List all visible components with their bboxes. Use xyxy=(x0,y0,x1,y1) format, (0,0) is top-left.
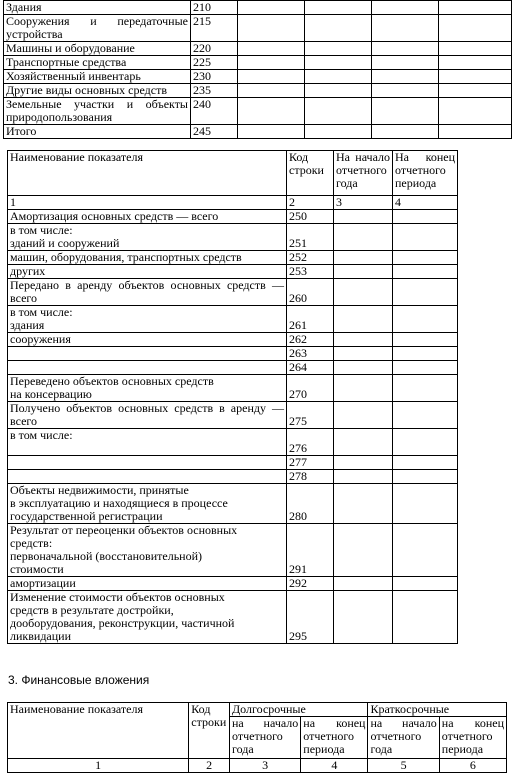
asset-name: Земельные участки и объекты природопользования xyxy=(4,98,191,125)
value-cell xyxy=(393,224,458,251)
table-row xyxy=(8,224,458,251)
line-code: 278 xyxy=(287,470,334,484)
indicator-name xyxy=(8,429,287,456)
value-cell xyxy=(439,42,512,56)
asset-name: Хозяйственный инвентарь xyxy=(4,70,191,84)
indicator-name xyxy=(8,577,287,591)
value-cell xyxy=(439,56,512,70)
col-number: 4 xyxy=(393,196,458,210)
asset-name: Другие виды основных средств xyxy=(4,84,191,98)
line-code: 220 xyxy=(191,42,238,56)
line-code: 263 xyxy=(287,347,334,361)
line-code: 270 xyxy=(287,375,334,402)
value-cell xyxy=(393,402,458,429)
asset-name: Транспортные средства xyxy=(4,56,191,70)
table-row xyxy=(8,456,458,470)
table-row xyxy=(4,15,512,42)
line-code: 260 xyxy=(287,279,334,306)
value-cell xyxy=(334,456,393,470)
indicator-line: амортизации xyxy=(10,576,76,590)
indicator-name xyxy=(8,279,287,306)
line-code: 210 xyxy=(191,1,238,15)
value-cell xyxy=(305,84,372,98)
indicator-line: Изменение стоимости объектов основных xyxy=(10,590,225,604)
value-cell xyxy=(305,98,372,125)
indicator-line: в том числе: xyxy=(10,223,73,237)
indicator-line xyxy=(10,456,284,469)
line-code: 261 xyxy=(287,306,334,333)
indicator-name xyxy=(8,591,287,644)
asset-name: Здания xyxy=(4,1,191,15)
line-code: 251 xyxy=(287,224,334,251)
table-row xyxy=(8,402,458,429)
line-code: 253 xyxy=(287,265,334,279)
indicator-line: других xyxy=(10,264,46,278)
value-cell xyxy=(372,56,439,70)
fixed-assets-table xyxy=(3,0,512,139)
table-row xyxy=(8,484,458,524)
indicator-line: всего xyxy=(10,414,38,428)
indicator-line: средств в результате достройки, xyxy=(10,603,174,617)
line-code: 277 xyxy=(287,456,334,470)
indicator-line xyxy=(10,442,284,455)
table-row xyxy=(8,361,458,375)
indicator-line: на консервацию xyxy=(10,387,92,401)
value-cell xyxy=(334,470,393,484)
indicator-name xyxy=(8,470,287,484)
header-period-end: на конец отчетного периода xyxy=(301,717,368,759)
depreciation-indicators-table xyxy=(7,150,458,644)
indicator-line: средств: xyxy=(10,536,53,550)
table-row xyxy=(8,577,458,591)
financial-investments-table xyxy=(7,702,507,773)
value-cell xyxy=(334,279,393,306)
value-cell xyxy=(372,42,439,56)
value-cell xyxy=(334,484,393,524)
value-cell xyxy=(334,577,393,591)
line-code: 215 xyxy=(191,15,238,42)
line-code: 252 xyxy=(287,251,334,265)
indicator-line xyxy=(10,361,284,374)
value-cell xyxy=(334,333,393,347)
table-row xyxy=(4,98,512,125)
value-cell xyxy=(393,347,458,361)
table-row xyxy=(8,429,458,456)
value-cell xyxy=(305,56,372,70)
indicator-name xyxy=(8,306,287,333)
col-number: 5 xyxy=(368,759,439,773)
value-cell xyxy=(439,70,512,84)
value-cell xyxy=(305,42,372,56)
value-cell xyxy=(238,70,305,84)
table-row xyxy=(4,56,512,70)
table-row xyxy=(8,279,458,306)
value-cell xyxy=(238,98,305,125)
value-cell xyxy=(305,70,372,84)
indicator-line: ликвидации xyxy=(10,629,72,643)
table-row xyxy=(8,591,458,644)
col-number: 1 xyxy=(8,759,189,773)
value-cell xyxy=(334,265,393,279)
indicator-line: сооружения xyxy=(10,332,71,346)
table-row xyxy=(4,70,512,84)
line-code: 276 xyxy=(287,429,334,456)
value-cell xyxy=(393,470,458,484)
value-cell xyxy=(238,15,305,42)
line-code: 291 xyxy=(287,524,334,577)
line-code: 230 xyxy=(191,70,238,84)
indicator-line: в том числе: xyxy=(10,428,73,442)
value-cell xyxy=(393,265,458,279)
indicator-line xyxy=(10,347,284,360)
asset-name: Сооружения и передаточные устройства xyxy=(4,15,191,42)
value-cell xyxy=(372,98,439,125)
header-period-start: На начало отчетного года xyxy=(334,151,393,196)
value-cell xyxy=(334,251,393,265)
col-number: 3 xyxy=(230,759,301,773)
indicator-line: Переведено объектов основных средств xyxy=(10,374,214,388)
indicator-line: Результат от переоценки объектов основных xyxy=(10,523,238,537)
value-cell xyxy=(393,484,458,524)
table-row xyxy=(8,306,458,333)
col-number: 2 xyxy=(287,196,334,210)
line-code: 262 xyxy=(287,333,334,347)
value-cell xyxy=(439,98,512,125)
line-code: 225 xyxy=(191,56,238,70)
value-cell xyxy=(393,456,458,470)
line-code: 235 xyxy=(191,84,238,98)
value-cell xyxy=(305,15,372,42)
value-cell xyxy=(393,279,458,306)
indicator-name xyxy=(8,347,287,361)
indicator-line: Передано в аренду объектов основных средств — xyxy=(10,278,284,292)
indicator-line: здания xyxy=(10,318,45,332)
value-cell xyxy=(393,375,458,402)
value-cell xyxy=(238,56,305,70)
line-code: 264 xyxy=(287,361,334,375)
indicator-line: Амортизация основных средств — всего xyxy=(10,209,219,223)
indicator-name xyxy=(8,210,287,224)
line-code: 240 xyxy=(191,98,238,125)
value-cell xyxy=(393,251,458,265)
indicator-name xyxy=(8,265,287,279)
header-period-start: на начало отчетного года xyxy=(368,717,439,759)
value-cell xyxy=(334,210,393,224)
value-cell xyxy=(334,224,393,251)
col-number: 1 xyxy=(8,196,287,210)
indicator-line: Объекты недвижимости, принятые xyxy=(10,483,189,497)
indicator-line: стоимости xyxy=(10,562,64,576)
indicator-line: первоначальной (восстановительной) xyxy=(10,549,202,563)
indicator-name xyxy=(8,456,287,470)
header-short-term: Краткосрочные xyxy=(368,703,507,717)
value-cell xyxy=(393,524,458,577)
table-row xyxy=(4,42,512,56)
value-cell xyxy=(334,361,393,375)
line-code: 245 xyxy=(191,125,238,139)
indicator-name xyxy=(8,402,287,429)
value-cell xyxy=(334,524,393,577)
indicator-line: машин, оборудования, транспортных средств xyxy=(10,250,242,264)
value-cell xyxy=(439,125,512,139)
indicator-name xyxy=(8,333,287,347)
indicator-name xyxy=(8,375,287,402)
table-row xyxy=(8,265,458,279)
value-cell xyxy=(238,1,305,15)
value-cell xyxy=(334,306,393,333)
col-number: 6 xyxy=(439,759,506,773)
value-cell xyxy=(334,429,393,456)
value-cell xyxy=(372,84,439,98)
value-cell xyxy=(334,591,393,644)
line-code: 280 xyxy=(287,484,334,524)
indicator-line: зданий и сооружений xyxy=(10,236,120,250)
table-row xyxy=(4,84,512,98)
header-line-code: Код строки xyxy=(189,703,230,759)
value-cell xyxy=(334,402,393,429)
indicator-line: всего xyxy=(10,291,38,305)
value-cell xyxy=(439,84,512,98)
table-row xyxy=(8,251,458,265)
value-cell xyxy=(372,15,439,42)
indicator-line: в эксплуатацию и находящиеся в процессе xyxy=(10,496,228,510)
indicator-name xyxy=(8,484,287,524)
value-cell xyxy=(238,125,305,139)
table-row xyxy=(8,347,458,361)
line-code: 275 xyxy=(287,402,334,429)
header-indicator-name: Наименование показателя xyxy=(8,703,189,759)
value-cell xyxy=(393,306,458,333)
indicator-name xyxy=(8,224,287,251)
value-cell xyxy=(393,333,458,347)
indicator-line xyxy=(10,470,284,483)
value-cell xyxy=(393,591,458,644)
asset-name: Итого xyxy=(4,125,191,139)
col-number: 4 xyxy=(301,759,368,773)
indicator-name xyxy=(8,361,287,375)
value-cell xyxy=(334,375,393,402)
value-cell xyxy=(238,42,305,56)
table-row xyxy=(8,470,458,484)
table-row xyxy=(4,125,512,139)
header-indicator-name: Наименование показателя xyxy=(8,151,287,196)
header-line-code: Код строки xyxy=(287,151,334,196)
table-row xyxy=(8,333,458,347)
header-period-end: на конец отчетного периода xyxy=(439,717,506,759)
value-cell xyxy=(305,1,372,15)
indicator-name xyxy=(8,524,287,577)
header-period-start: на начало отчетного года xyxy=(230,717,301,759)
indicator-line: государственной регистрации xyxy=(10,509,163,523)
value-cell xyxy=(393,361,458,375)
table-row xyxy=(8,210,458,224)
table-row xyxy=(8,524,458,577)
col-number: 3 xyxy=(334,196,393,210)
indicator-line: дооборудования, реконструкции, частичной xyxy=(10,616,235,630)
asset-name: Машины и оборудование xyxy=(4,42,191,56)
header-period-end: На конец отчетного периода xyxy=(393,151,458,196)
value-cell xyxy=(393,577,458,591)
indicator-line: в том числе: xyxy=(10,305,73,319)
line-code: 292 xyxy=(287,577,334,591)
value-cell xyxy=(238,84,305,98)
value-cell xyxy=(372,70,439,84)
value-cell xyxy=(393,429,458,456)
table-row xyxy=(8,375,458,402)
value-cell xyxy=(372,125,439,139)
line-code: 295 xyxy=(287,591,334,644)
indicator-name xyxy=(8,251,287,265)
value-cell xyxy=(305,125,372,139)
col-number: 2 xyxy=(189,759,230,773)
value-cell xyxy=(393,210,458,224)
header-long-term: Долгосрочные xyxy=(230,703,368,717)
table-row xyxy=(4,1,512,15)
value-cell xyxy=(439,1,512,15)
value-cell xyxy=(334,347,393,361)
line-code: 250 xyxy=(287,210,334,224)
value-cell xyxy=(439,15,512,42)
value-cell xyxy=(372,1,439,15)
section-title: 3. Финансовые вложения xyxy=(8,673,150,687)
indicator-line: Получено объектов основных средств в аренду — xyxy=(10,401,284,415)
